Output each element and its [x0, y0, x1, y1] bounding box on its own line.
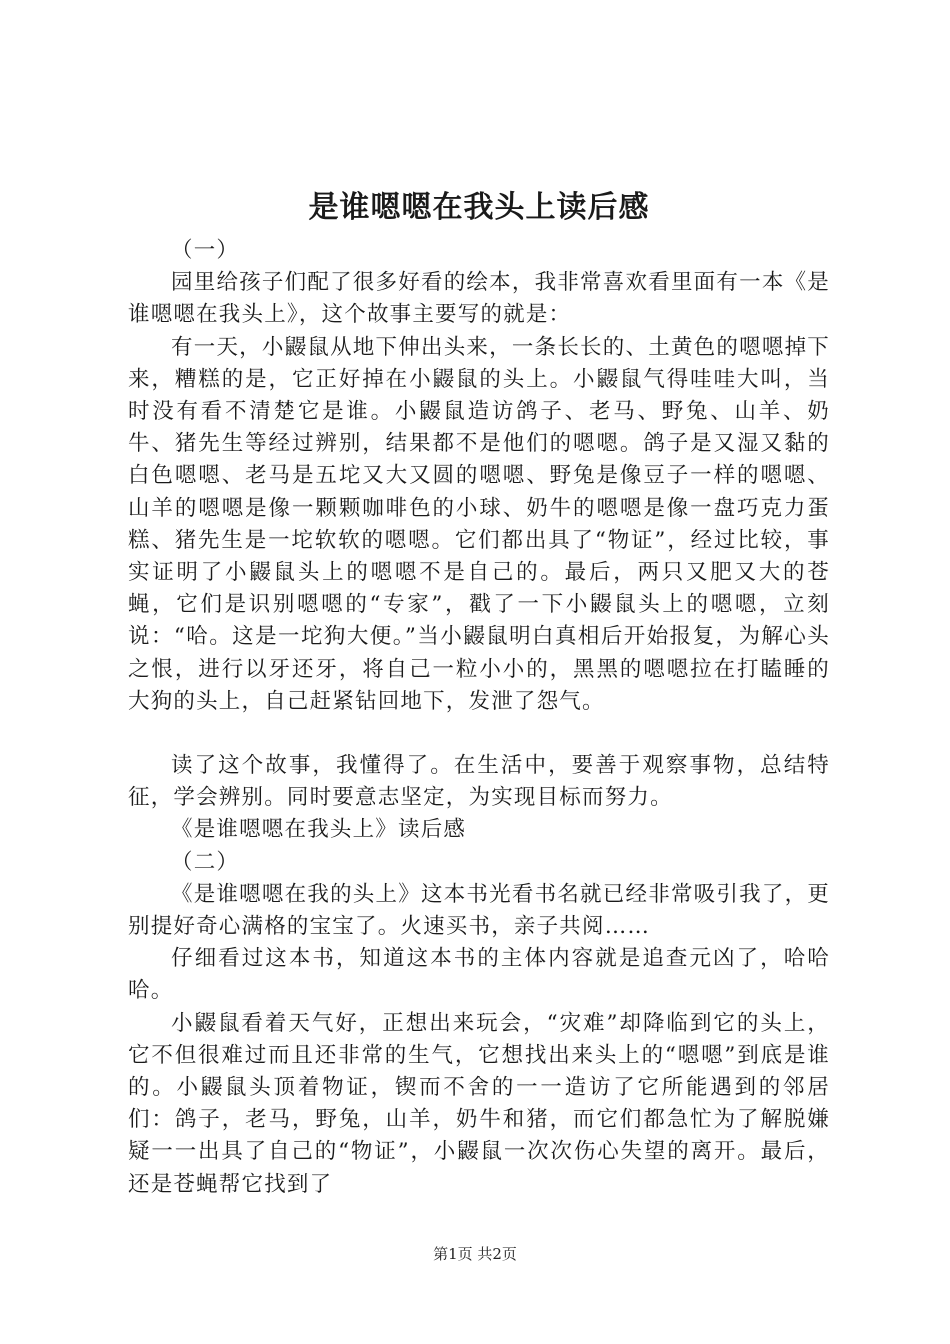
paragraph-main-content: 仔细看过这本书，知道这本书的主体内容就是追查元凶了，哈哈哈。: [128, 946, 830, 1004]
document-page: [128, 0, 830, 1344]
paragraph-story-two: 小鼹鼠看着天气好，正想出来玩会，“灾难”却降临到它的头上，它不但很难过而且还非常的生气，它想找出来头上的“嗯嗯”到底是谁的。小鼹鼠头顶着物证，锲而不舍的一一造访了它所能遇到的邻居们：鸽子，老马，野兔，山羊，奶牛和猪，而它们都急忙为了解脱嫌疑一一出具了自己的“物证”，小鼹鼠一次次伤心失望的离开。最后，还是苍蝇帮它找到了: [128, 1010, 830, 1197]
document-body: [128, 235, 830, 1201]
page-footer: 第1页 共2页: [433, 1245, 517, 1263]
paragraph-reflection: 读了这个故事，我懂得了。在生活中，要善于观察事物，总结特征，学会辨别。同时要意志坚定，为实现目标而努力。: [128, 753, 830, 811]
paragraph-gap: [128, 718, 830, 750]
subtitle-line: 《是谁嗯嗯在我头上》读后感: [171, 817, 467, 843]
section-heading-two: （二）: [171, 849, 240, 875]
paragraph-story: 有一天，小鼹鼠从地下伸出头来，一条长长的、土黄色的嗯嗯掉下来，糟糕的是，它正好掉在小鼹鼠的头上。小鼹鼠气得哇哇大叫，当时没有看不清楚它是谁。小鼹鼠造访鸽子、老马、野兔、山羊、奶牛、猪先生等经过辨别，结果都不是他们的嗯嗯。鸽子是又湿又黏的白色嗯嗯、老马是五坨又大又圆的嗯嗯、野兔是像豆子一样的嗯嗯、山羊的嗯嗯是像一颗颗咖啡色的小球、奶牛的嗯嗯是像一盘巧克力蛋糕、猪先生是一坨软软的嗯嗯。它们都出具了“物证”，经过比较，事实证明了小鼹鼠头上的嗯嗯不是自己的。最后，两只又肥又大的苍蝇，它们是识别嗯嗯的“专家”，戳了一下小鼹鼠头上的嗯嗯，立刻说：“哈。这是一坨狗大便。”当小鼹鼠明白真相后开始报复，为解心头之恨，进行以牙还牙，将自己一粒小小的，黑黑的嗯嗯拉在打瞌睡的大狗的头上，自己赶紧钻回地下，发泄了怨气。: [128, 334, 830, 714]
paragraph-intro: 园里给孩子们配了很多好看的绘本，我非常喜欢看里面有一本《是谁嗯嗯在我头上》，这个故事主要写的就是：: [128, 270, 830, 328]
document-title: 是谁嗯嗯在我头上读后感: [308, 190, 650, 225]
paragraph-book-intro: 《是谁嗯嗯在我的头上》这本书光看书名就已经非常吸引我了，更别提好奇心满格的宝宝了。火速买书，亲子共阅……: [128, 881, 830, 940]
section-heading-one: （一）: [171, 238, 240, 263]
